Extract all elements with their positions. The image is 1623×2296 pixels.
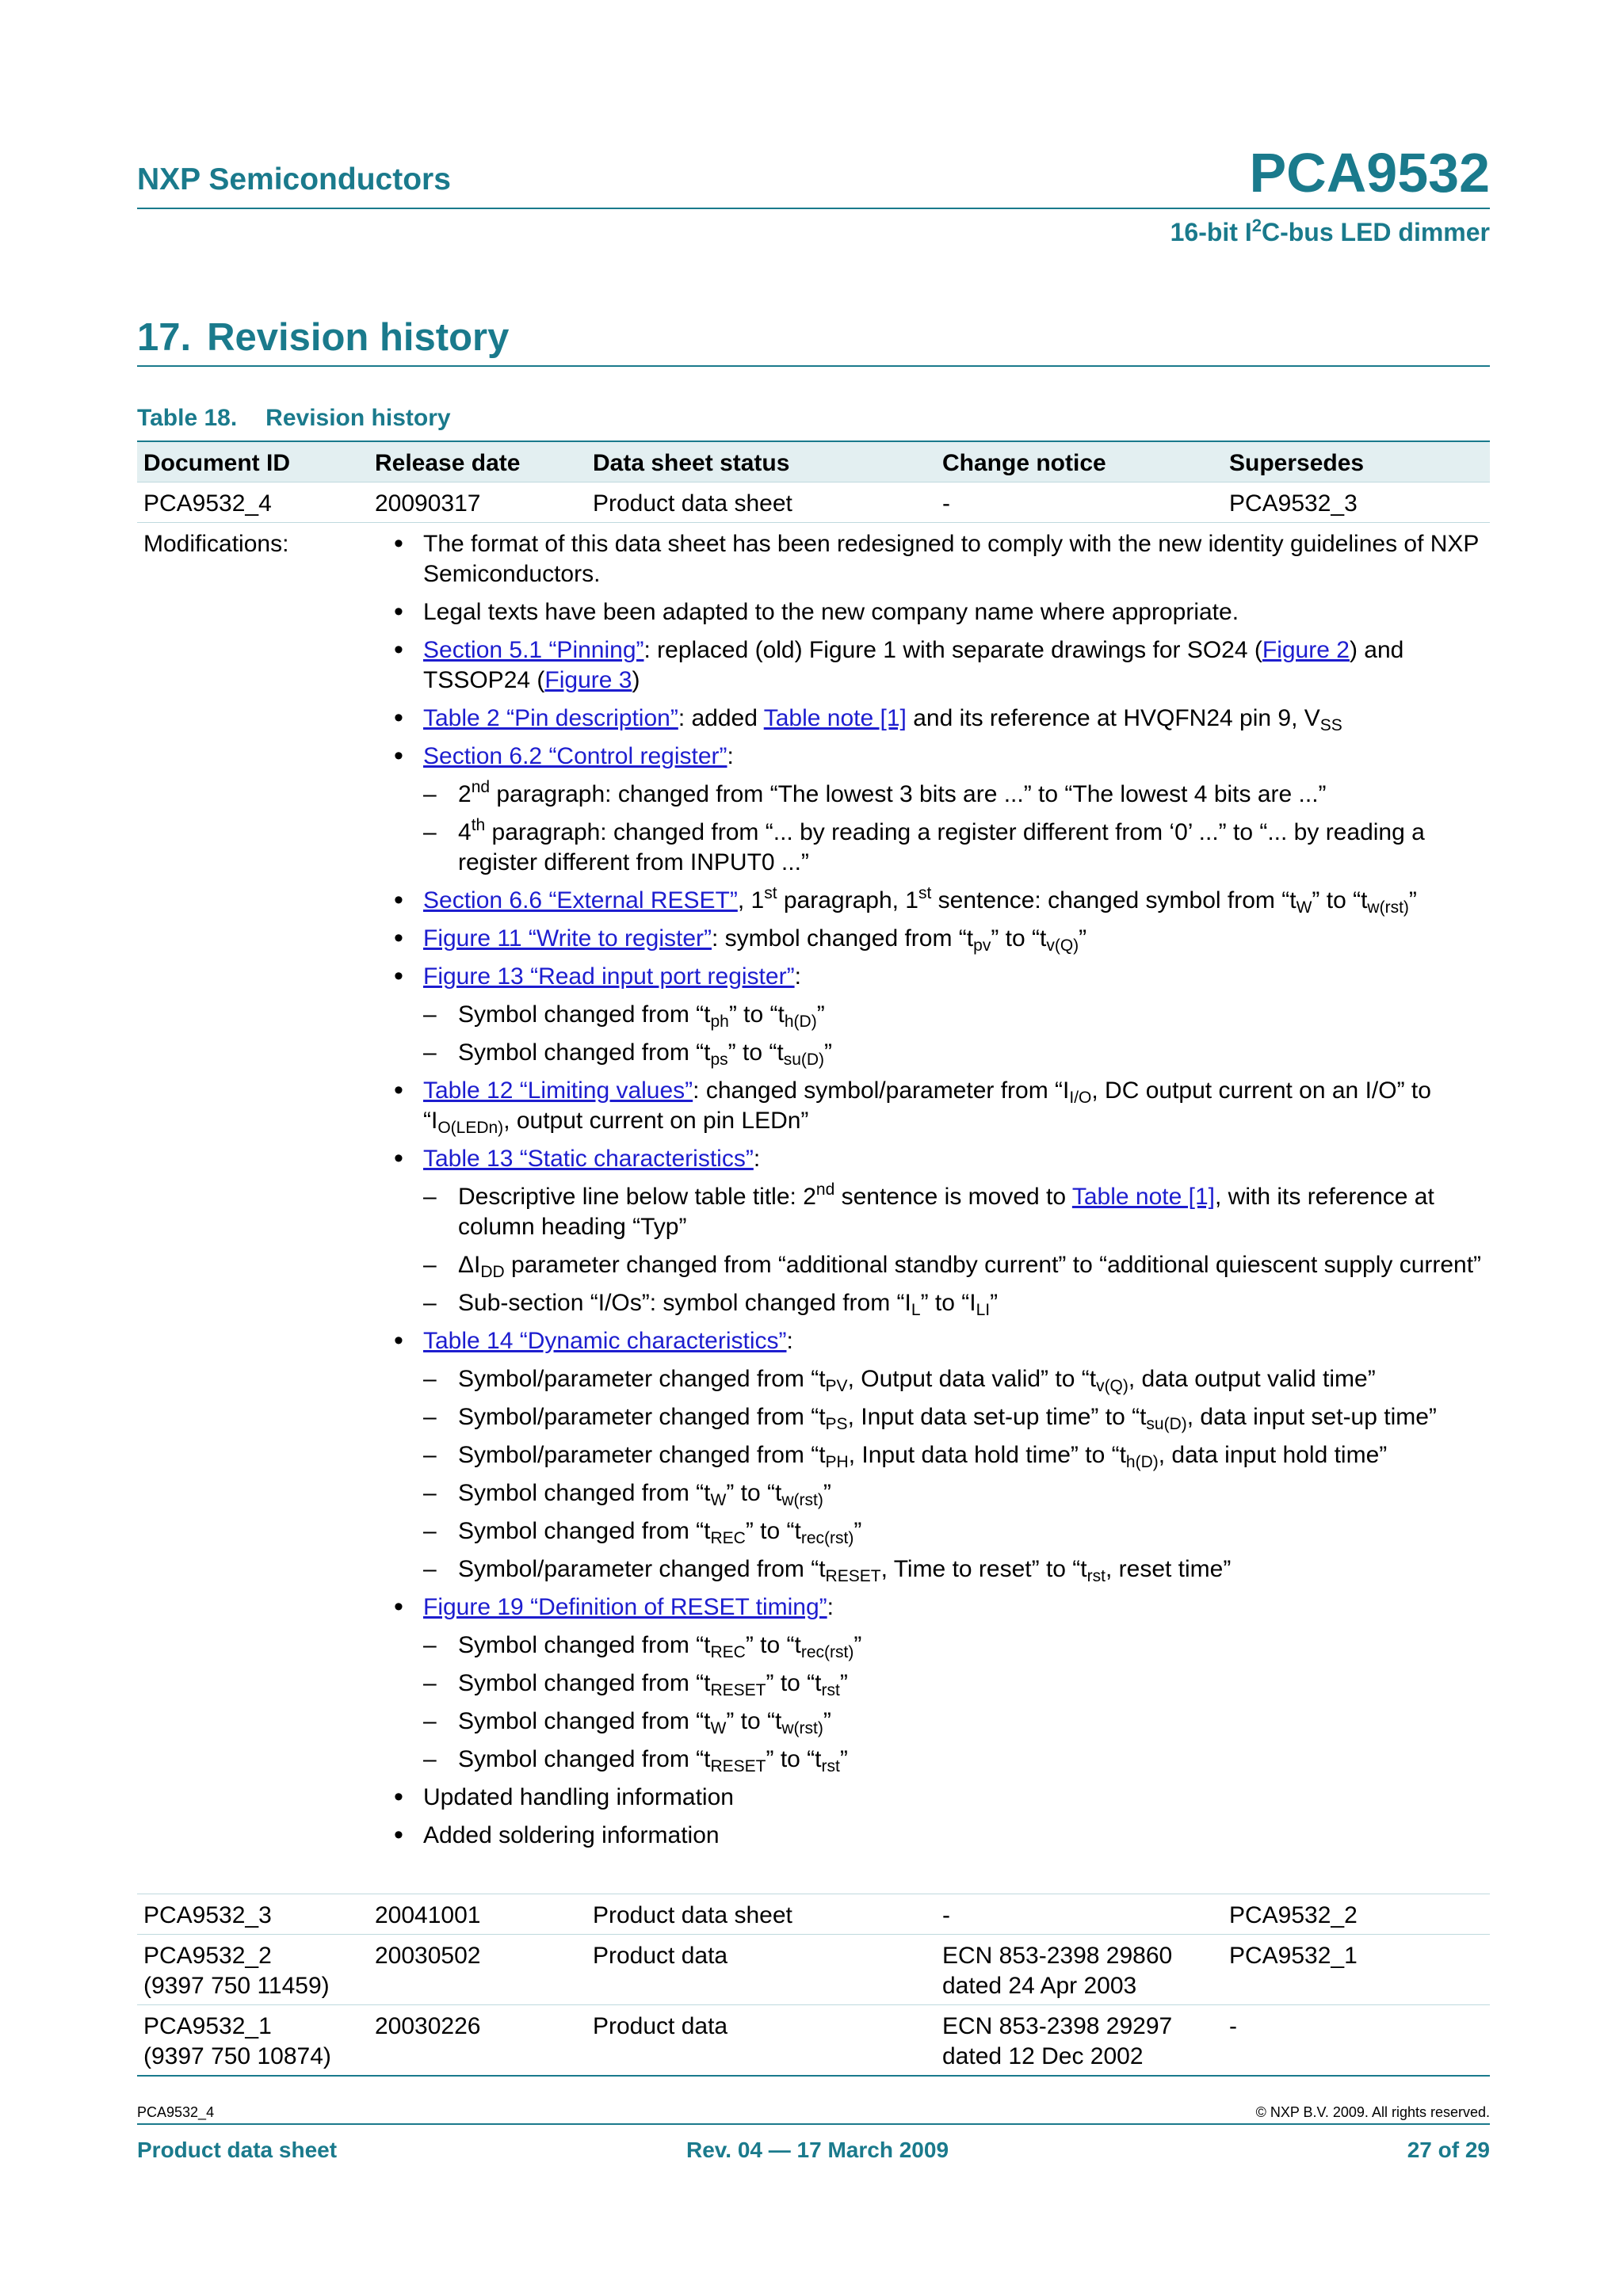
sub-list-item: – Symbol changed from “$t_{ps}$” to “$t_{su(D)}$” bbox=[423, 1038, 1485, 1068]
modifications-label: Modifications: bbox=[143, 531, 289, 557]
list-item: • Section 6.2 “Control register”: bbox=[423, 742, 1485, 772]
data-sheet-status: Product data bbox=[593, 2013, 728, 2039]
list-item: • Added soldering information bbox=[423, 1821, 1485, 1851]
sub-list-item: – $\Delta I_{DD}$ parameter changed from “additional standby current” to “additional quiescent supply current” bbox=[423, 1250, 1485, 1280]
change-notice: ECN 853-2398 29297 dated 12 Dec 2002 bbox=[942, 2013, 1173, 2069]
table-12-link[interactable]: Table 12 “Limiting values” bbox=[423, 1077, 693, 1104]
list-item: • Section 6.6 “External RESET”, 1st paragraph, 1st sentence: changed symbol from “$t_W$” to “$t_{w(rst)}$” bbox=[423, 886, 1485, 916]
supersedes: PCA9532_1 bbox=[1229, 1943, 1358, 1969]
modifications-list bbox=[423, 529, 1485, 1859]
section-5-1-link[interactable]: Section 5.1 “Pinning” bbox=[423, 637, 644, 663]
change-notice: - bbox=[942, 1902, 950, 1928]
product-name: PCA9532 bbox=[1249, 142, 1490, 204]
figure-2-link[interactable]: Figure 2 bbox=[1262, 637, 1350, 663]
revision-history-table bbox=[137, 441, 1490, 2077]
sub-list-item: – Symbol changed from “$t_{RESET}$” to “$t_{rst}$” bbox=[423, 1669, 1485, 1699]
product-subtitle: 16-bit $I^2C$-bus LED dimmer bbox=[1170, 215, 1490, 246]
table-row bbox=[137, 1935, 1490, 2005]
supersedes: PCA9532_3 bbox=[1229, 490, 1358, 517]
column-header: Change notice bbox=[942, 450, 1106, 476]
list-item: • Figure 19 “Definition of RESET timing”: bbox=[423, 1592, 1485, 1623]
column-header: Release date bbox=[375, 450, 521, 476]
table-2-link[interactable]: Table 2 “Pin description” bbox=[423, 705, 678, 731]
release-date: 20030502 bbox=[375, 1943, 481, 1969]
table-14-link[interactable]: Table 14 “Dynamic characteristics” bbox=[423, 1328, 787, 1354]
figure-3-link[interactable]: Figure 3 bbox=[544, 667, 632, 693]
company-name: NXP Semiconductors bbox=[137, 162, 451, 196]
figure-19-link[interactable]: Figure 19 “Definition of RESET timing” bbox=[423, 1594, 827, 1620]
data-sheet-status: Product data sheet bbox=[593, 490, 792, 517]
sub-list-item: – 2nd paragraph: changed from “The lowest 3 bits are ...” to “The lowest 4 bits are ...” bbox=[423, 780, 1485, 810]
list-item: • Table 12 “Limiting values”: changed symbol/parameter from “$I_{I/O}$, DC output current on an I/O” to “$I_{O(LEDn)}$, output current on pin LEDn” bbox=[423, 1076, 1485, 1136]
doc-id: PCA9532_2 (9397 750 11459) bbox=[143, 1943, 330, 1999]
table-caption: Table 18. Revision history bbox=[137, 405, 451, 431]
sub-list-item: – Symbol changed from “$t_W$” to “$t_{w(rst)}$” bbox=[423, 1707, 1485, 1737]
list-item: • Figure 13 “Read input port register”: bbox=[423, 962, 1485, 992]
section-rule bbox=[137, 365, 1490, 367]
table-row bbox=[137, 2005, 1490, 2077]
footer-rule bbox=[137, 2123, 1490, 2125]
figure-11-link[interactable]: Figure 11 “Write to register” bbox=[423, 925, 712, 952]
column-header: Supersedes bbox=[1229, 450, 1365, 476]
release-date: 20030226 bbox=[375, 2013, 481, 2039]
change-notice: - bbox=[942, 490, 950, 517]
table-13-link[interactable]: Table 13 “Static characteristics” bbox=[423, 1146, 754, 1172]
data-sheet-status: Product data bbox=[593, 1943, 728, 1969]
footer-doc-type: Product data sheet bbox=[137, 2138, 338, 2162]
sub-list-item: – Symbol changed from “$t_{REC}$” to “$t_{rec(rst)}$” bbox=[423, 1630, 1485, 1661]
sub-list-item: – Symbol changed from “$t_{ph}$” to “$t_{h(D)}$” bbox=[423, 1000, 1485, 1030]
sub-list-item: – Sub-section “I/Os”: symbol changed from “$I_L$” to “$I_{LI}$” bbox=[423, 1288, 1485, 1318]
list-item: • Table 13 “Static characteristics”: bbox=[423, 1144, 1485, 1174]
doc-id: PCA9532_4 bbox=[143, 490, 272, 517]
list-item: • Table 14 “Dynamic characteristics”: bbox=[423, 1326, 1485, 1356]
change-notice: ECN 853-2398 29860 dated 24 Apr 2003 bbox=[942, 1943, 1173, 1999]
doc-id: PCA9532_3 bbox=[143, 1902, 272, 1928]
footer-page-number: 27 of 29 bbox=[1407, 2138, 1490, 2162]
footer-doc-code: PCA9532_4 bbox=[137, 2104, 215, 2120]
table-header-row bbox=[137, 442, 1490, 482]
section-6-6-link[interactable]: Section 6.6 “External RESET” bbox=[423, 887, 738, 913]
sub-list-item: – Descriptive line below table title: 2nd sentence is moved to Table note [1], with its reference at column heading “Typ” bbox=[423, 1182, 1485, 1242]
section-title: 17. Revision history bbox=[137, 316, 510, 359]
supersedes: - bbox=[1229, 2013, 1237, 2039]
list-item: • Updated handling information bbox=[423, 1783, 1485, 1813]
data-sheet-status: Product data sheet bbox=[593, 1902, 792, 1928]
sub-list-item: – Symbol/parameter changed from “$t_{RESET}$, Time to reset” to “$t_{rst}$, reset time” bbox=[423, 1554, 1485, 1585]
table-row bbox=[137, 482, 1490, 523]
release-date: 20090317 bbox=[375, 490, 481, 517]
table-row bbox=[137, 1894, 1490, 1935]
header-rule bbox=[137, 208, 1490, 209]
footer-revision: Rev. 04 — 17 March 2009 bbox=[686, 2138, 949, 2162]
list-item: • Table 2 “Pin description”: added Table note [1] and its reference at HVQFN24 pin 9, $V_{SS}$ bbox=[423, 704, 1485, 734]
list-item: • Figure 11 “Write to register”: symbol changed from “$t_{pv}$” to “$t_{v(Q)}$” bbox=[423, 924, 1485, 954]
column-header: Data sheet status bbox=[593, 450, 790, 476]
list-item: • Legal texts have been adapted to the new company name where appropriate. bbox=[423, 597, 1485, 627]
sub-list-item: – Symbol/parameter changed from “$t_{PV}$, Output data valid” to “$t_{v(Q)}$, data output valid time” bbox=[423, 1364, 1485, 1394]
table-note-link[interactable]: Table note [1] bbox=[1071, 1184, 1216, 1210]
footer-copyright: © NXP B.V. 2009. All rights reserved. bbox=[1255, 2104, 1490, 2120]
sub-list-item: – Symbol/parameter changed from “$t_{PH}$, Input data hold time” to “$t_{h(D)}$, data input hold time” bbox=[423, 1440, 1485, 1470]
release-date: 20041001 bbox=[375, 1902, 481, 1928]
sub-list-item: – Symbol changed from “$t_{RESET}$” to “$t_{rst}$” bbox=[423, 1745, 1485, 1775]
sub-list-item: – Symbol changed from “$t_W$” to “$t_{w(rst)}$” bbox=[423, 1478, 1485, 1508]
modifications-row bbox=[137, 523, 1490, 1894]
column-header: Document ID bbox=[143, 450, 291, 476]
sub-list-item: – Symbol changed from “$t_{REC}$” to “$t_{rec(rst)}$” bbox=[423, 1516, 1485, 1547]
list-item: • The format of this data sheet has been redesigned to comply with the new identity guidelines of NXP Semiconductors. bbox=[423, 529, 1485, 589]
sub-list-item: – 4th paragraph: changed from “... by reading a register different from ‘0’ ...” to “... by reading a register different from INPUT0 ...” bbox=[423, 818, 1485, 878]
supersedes: PCA9532_2 bbox=[1229, 1902, 1358, 1928]
section-6-2-link[interactable]: Section 6.2 “Control register” bbox=[423, 743, 727, 769]
table-note-link[interactable]: Table note [1] bbox=[763, 705, 907, 731]
figure-13-link[interactable]: Figure 13 “Read input port register” bbox=[423, 963, 795, 990]
doc-id: PCA9532_1 (9397 750 10874) bbox=[143, 2013, 331, 2069]
list-item: • Section 5.1 “Pinning”: replaced (old) Figure 1 with separate drawings for SO24 (Figure 2) and TSSOP24 (Figure 3) bbox=[423, 635, 1485, 696]
sub-list-item: – Symbol/parameter changed from “$t_{PS}$, Input data set-up time” to “$t_{su(D)}$, data input set-up time” bbox=[423, 1402, 1485, 1432]
